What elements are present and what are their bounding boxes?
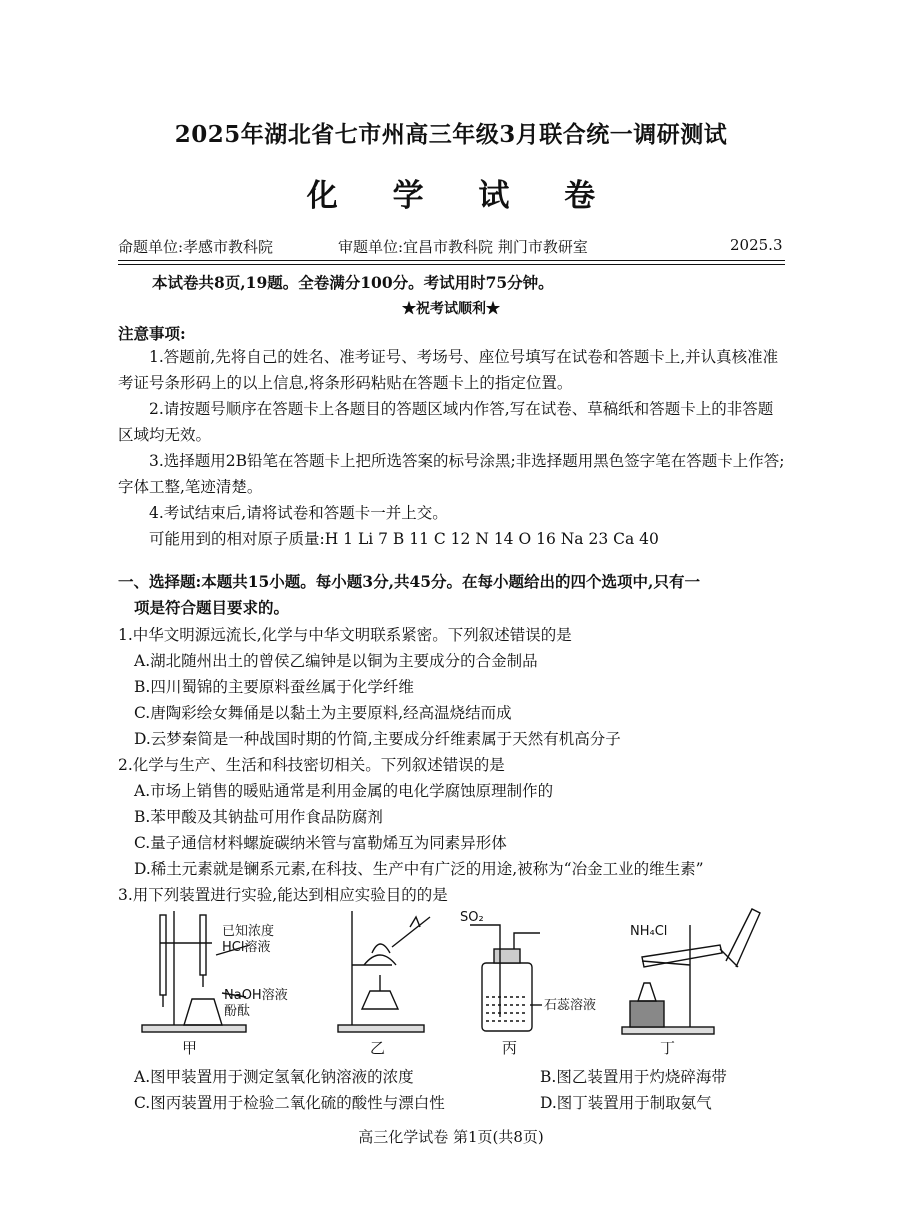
crucible-apparatus: [338, 911, 430, 1032]
question-2-stem: 2.化学与生产、生活和科技密切相关。下列叙述错误的是: [118, 756, 505, 774]
q1-option-b: B.四川蜀锦的主要原料蚕丝属于化学纤维: [134, 678, 414, 696]
subject-title: 化 学 试 卷: [306, 178, 618, 214]
jia-label-2: HCl溶液: [222, 940, 271, 955]
q3-option-d: D.图丁装置用于制取氨气: [540, 1094, 712, 1112]
note-item: 1.答题前,先将自己的姓名、准考证号、考场号、座位号填写在试卷和答题卡上,并认真核准准考证号条形码上的以上信息,将条形码粘贴在答题卡上的指定位置。: [118, 348, 779, 392]
figure-label-yi: 乙: [370, 1039, 386, 1057]
header-rule-top: [118, 260, 785, 261]
jia-label-1: 已知浓度: [222, 924, 275, 939]
jia-label-4: 酚酞: [224, 1004, 251, 1019]
q3-option-a: A.图甲装置用于测定氢氧化钠溶液的浓度: [134, 1068, 414, 1086]
q1-option-d: D.云梦秦简是一种战国时期的竹简,主要成分纤维素属于天然有机高分子: [134, 730, 621, 748]
q1-option-a: A.湖北随州出土的曾侯乙编钟是以铜为主要成分的合金制品: [134, 652, 538, 670]
q3-option-c: C.图丙装置用于检验二氧化硫的酸性与漂白性: [134, 1094, 445, 1112]
q3-option-b: B.图乙装置用于灼烧碎海带: [540, 1068, 727, 1086]
apparatus-figure: [130, 905, 790, 1057]
notes-list: [118, 344, 785, 552]
figure-label-bing: 丙: [502, 1039, 518, 1057]
bing-gas-label: SO₂: [460, 910, 484, 925]
notes-title: 注意事项:: [118, 324, 186, 343]
exam-summary: 本试卷共8页,19题。全卷满分100分。考试用时75分钟。: [152, 273, 554, 292]
exam-title: 2025年湖北省七市州高三年级3月联合统一调研测试: [174, 121, 728, 148]
gas-bottle-apparatus: [470, 925, 542, 1031]
good-luck-wish: ★祝考试顺利★: [402, 301, 500, 317]
jia-label-3: NaOH溶液: [224, 988, 288, 1003]
note-item: 4.考试结束后,请将试卷和答题卡一并上交。: [149, 504, 448, 522]
q2-option-b: B.苯甲酸及其钠盐可用作食品防腐剂: [134, 808, 383, 826]
section-heading-cont: 项是符合题目要求的。: [134, 598, 290, 617]
q2-option-c: C.量子通信材料螺旋碳纳米管与富勒烯互为同素异形体: [134, 834, 507, 852]
reviewer-unit: 审题单位:宜昌市教科院 荆门市教研室: [338, 238, 588, 256]
exam-date: 2025.3: [730, 236, 783, 254]
bing-liquid-label: 石蕊溶液: [544, 998, 597, 1013]
page-footer: 高三化学试卷 第1页(共8页): [358, 1128, 544, 1146]
proposer-unit: 命题单位:孝感市教科院: [118, 238, 274, 256]
q2-option-d: D.稀土元素就是镧系元素,在科技、生产中有广泛的用途,被称为“冶金工业的维生素”: [134, 860, 704, 878]
note-item: 2.请按题号顺序在答题卡上各题目的答题区域内作答,写在试卷、草稿纸和答题卡上的非答题区域均无效。: [118, 400, 774, 444]
atomic-masses: 可能用到的相对原子质量:H 1 Li 7 B 11 C 12 N 14 O 16 Na 23 Ca 40: [149, 530, 659, 548]
q2-option-a: A.市场上销售的暖贴通常是利用金属的电化学腐蚀原理制作的: [134, 782, 554, 800]
question-3-stem: 3.用下列装置进行实验,能达到相应实验目的的是: [118, 886, 448, 904]
section-heading: 一、选择题:本题共15小题。每小题3分,共45分。在每小题给出的四个选项中,只有一: [118, 572, 700, 591]
figure-label-jia: 甲: [182, 1039, 198, 1057]
note-item: 3.选择题用2B铅笔在答题卡上把所选答案的标号涂黑;非选择题用黑色签字笔在答题卡上作答;字体工整,笔迹清楚。: [118, 452, 785, 496]
ding-reagent-label: NH₄Cl: [630, 924, 668, 939]
figure-label-ding: 丁: [660, 1039, 676, 1057]
q1-option-c: C.唐陶彩绘女舞俑是以黏土为主要原料,经高温烧结而成: [134, 704, 512, 722]
header-rule-bottom: [118, 264, 785, 265]
question-1-stem: 1.中华文明源远流长,化学与中华文明联系紧密。下列叙述错误的是: [118, 626, 572, 644]
